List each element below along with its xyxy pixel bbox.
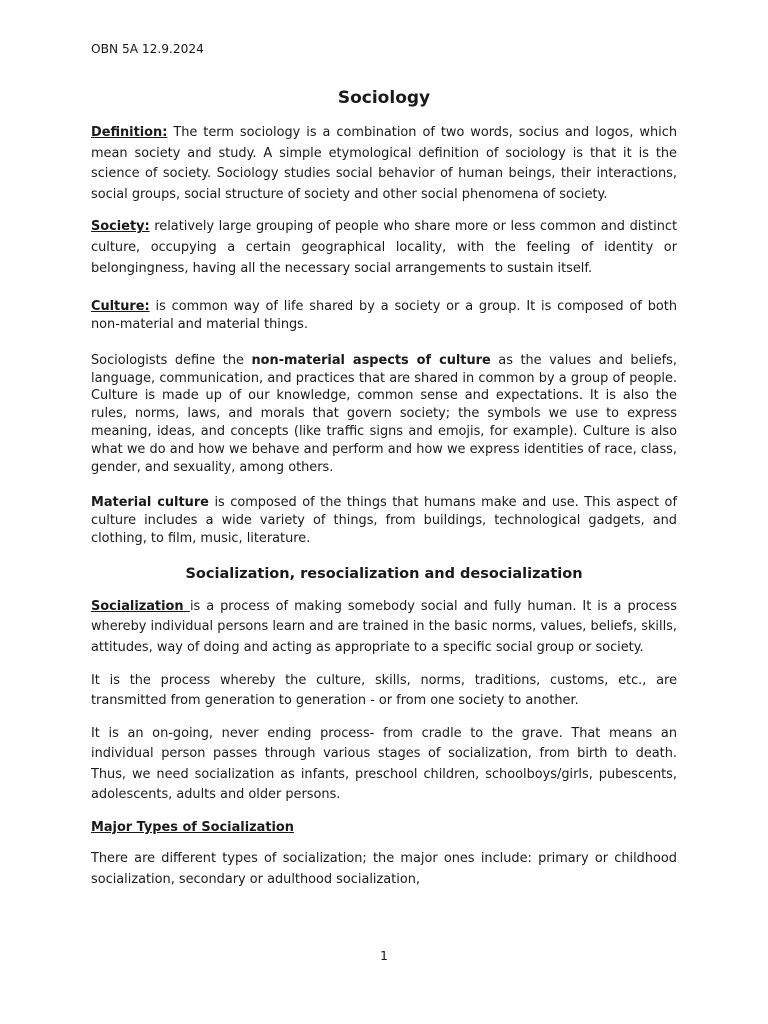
definition-paragraph — [91, 123, 677, 205]
society-paragraph — [91, 217, 677, 279]
section-heading-socialization: Socialization, resocialization and desocialization — [185, 565, 583, 582]
socialization-paragraph — [91, 597, 677, 659]
socialization-label: Socialization — [91, 598, 190, 614]
culture-text: is common way of life shared by a society or a group. It is composed of both non-material and material things. — [91, 299, 677, 332]
ongoing-process-paragraph: It is an on-going, never ending process- from cradle to the grave. That means an individual person passes through various stages of socialization, from birth to death. Thus, we need socialization as infants, preschool children, schoolboys/girls, pubescents, adolescents, adults and older persons. — [91, 725, 677, 803]
non-material-paragraph — [91, 352, 677, 477]
page-number: 1 — [380, 948, 388, 963]
material-culture-paragraph — [91, 494, 677, 547]
non-material-intro: Sociologists define the — [91, 352, 252, 368]
material-culture-text: is composed of the things that humans make and use. This aspect of culture includes a wide variety of things, from buildings, technological gadgets, and clothing, to film, music, literature. — [91, 495, 677, 546]
definition-label: Definition: — [91, 125, 168, 140]
definition-text: The term sociology is a combination of two words, socius and logos, which mean society and study. A simple etymological definition of sociology is that it is the science of society. Sociology studies social behavior of human beings, their interactions, social groups, social structure of society and other social phenomena of society. — [91, 125, 677, 202]
major-types-paragraph: There are different types of socialization; the major ones include: primary or childhood socialization, secondary or adulthood socialization, — [91, 851, 677, 887]
culture-label: Culture: — [91, 299, 150, 315]
transmission-paragraph: It is the process whereby the culture, skills, norms, traditions, customs, etc., are transmitted from generation to generation - or from one society to another. — [91, 672, 677, 709]
non-material-text: as the values and beliefs, language, communication, and practices that are shared in common by a group of people. Culture is made up of our knowledge, common sense and expectations. It is also the rules, norms, laws, and morals that govern society; the symbols we use to express meaning, ideas, and concepts (like traffic signs and emojis, for example). Culture is also what we do and how we behave and perform and how we express identities of race, class, gender, and sexuality, among others. — [91, 352, 677, 475]
non-material-term: non-material aspects of culture — [251, 352, 491, 368]
major-types-heading: Major Types of Socialization — [91, 820, 294, 836]
material-culture-term: Material culture — [91, 495, 209, 511]
culture-paragraph — [91, 298, 677, 334]
document-reference: OBN 5A 12.9.2024 — [91, 42, 204, 56]
socialization-text: is a process of making somebody social and fully human. It is a process whereby individual persons learn and are trained in the basic norms, values, beliefs, skills, attitudes, way of doing and acting as appropriate to a specific social group or society. — [91, 598, 677, 655]
page-title: Sociology — [337, 88, 431, 108]
society-text: relatively large grouping of people who share more or less common and distinct culture, occupying a certain geographical locality, with the feeling of identity or belongingness, having all the necessary social arrangements to sustain itself. — [91, 219, 677, 276]
document-body — [91, 86, 677, 890]
society-label: Society: — [91, 219, 150, 235]
